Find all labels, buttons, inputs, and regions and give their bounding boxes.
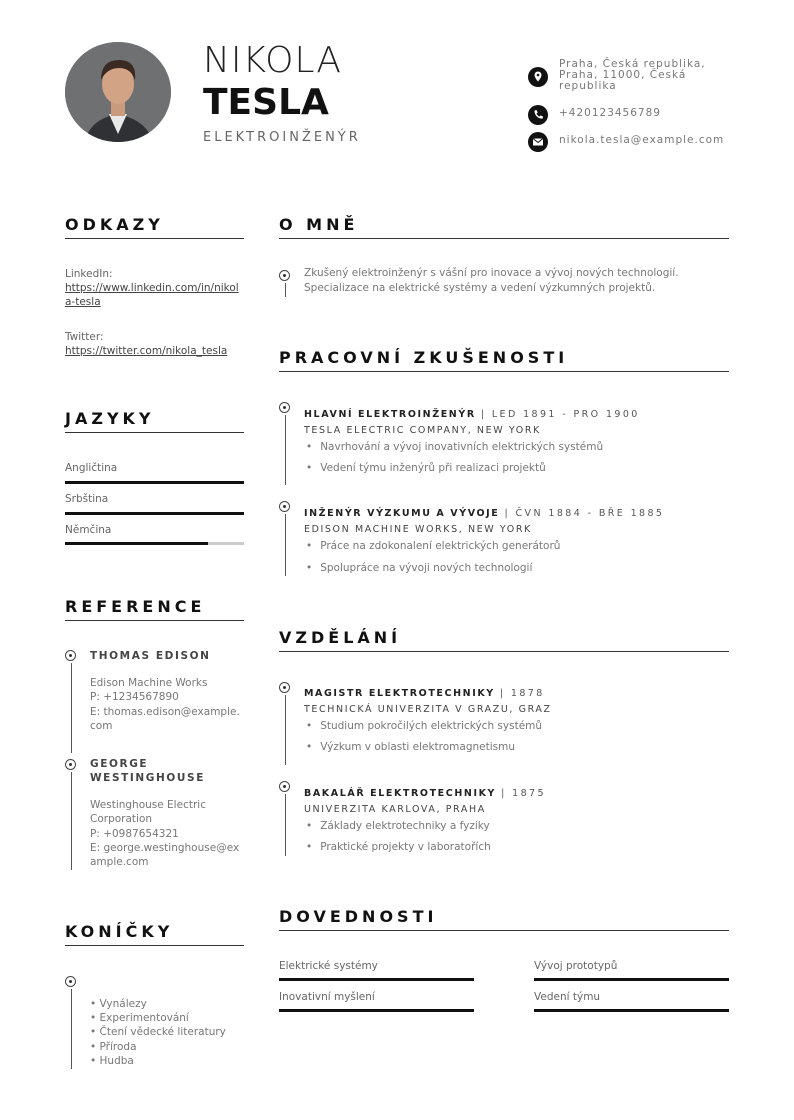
- education-bullet: • Základy elektrotechniky a fyziky: [306, 820, 490, 832]
- school-name: UNIVERZITA KARLOVA, PRAHA: [304, 804, 486, 815]
- about-text: Zkušený elektroinženýr s vášní pro inovace a vývoj nových technologií. Specializace na elektrické systémy a vedení výzkumných projektů.: [304, 267, 679, 294]
- timeline-line: [285, 695, 286, 765]
- job-date: | LED 1891 - PRO 1900: [480, 409, 640, 420]
- skill-name: Elektrické systémy: [279, 960, 378, 972]
- hobbies-heading: KONÍČKY: [65, 922, 174, 941]
- education-bullet: • Studium pokročilých elektrických systémů: [306, 720, 542, 732]
- job-company: EDISON MACHINE WORKS, NEW YORK: [304, 524, 532, 535]
- languages-heading: JAZYKY: [65, 409, 155, 428]
- reference-company: Westinghouse Electric Corporation: [90, 799, 206, 825]
- job-bullet: • Práce na zdokonalení elektrických generátorů: [306, 540, 560, 552]
- language-level-fill: [65, 512, 244, 515]
- language-level-fill: [65, 481, 244, 484]
- skill-name: Vedení týmu: [534, 991, 601, 1003]
- skill-level-fill: [534, 978, 729, 981]
- job-bullet: • Navrhování a vývoj inovativních elektrických systémů: [306, 441, 603, 453]
- references-divider: [65, 620, 244, 621]
- job-header: [304, 402, 640, 421]
- skills-heading: DOVEDNOSTI: [279, 907, 438, 926]
- linkedin-label: LinkedIn:: [65, 268, 113, 280]
- reference-email: E: thomas.edison@example.com: [90, 706, 240, 732]
- skill-level-bar: [534, 978, 729, 981]
- reference-name: THOMAS EDISON: [90, 650, 211, 662]
- profile-photo: [65, 42, 171, 142]
- job-company: TESLA ELECTRIC COMPANY, NEW YORK: [304, 425, 541, 436]
- timeline-dot-icon: [65, 650, 76, 661]
- skill-level-fill: [534, 1009, 729, 1012]
- job-date: | ČVN 1884 - BŘE 1885: [504, 508, 665, 519]
- language-level-bar: [65, 512, 244, 515]
- contact-email: nikola.tesla@example.com: [559, 134, 725, 146]
- timeline-dot-icon: [279, 781, 290, 792]
- reference-phone: P: +1234567890: [90, 691, 179, 703]
- degree-name: MAGISTR ELEKTROTECHNIKY: [304, 688, 495, 699]
- experience-heading: PRACOVNÍ ZKUŠENOSTI: [279, 348, 569, 367]
- skill-level-bar: [534, 1009, 729, 1012]
- timeline-dot-icon: [279, 682, 290, 693]
- timeline-line: [285, 514, 286, 576]
- education-divider: [279, 651, 729, 652]
- links-heading: ODKAZY: [65, 215, 164, 234]
- last-name: TESLA: [203, 82, 329, 123]
- education-header: [304, 681, 545, 700]
- timeline-line: [285, 415, 286, 485]
- location-icon: [528, 67, 548, 87]
- phone-icon: [528, 105, 548, 125]
- linkedin-link[interactable]: https://www.linkedin.com/in/nikola-tesla: [65, 282, 239, 308]
- timeline-line: [71, 989, 72, 1069]
- first-name: NIKOLA: [203, 40, 343, 81]
- hobby-item: • Experimentování: [90, 1011, 189, 1026]
- school-name: TECHNICKÁ UNIVERZITA V GRAZU, GRAZ: [304, 704, 552, 715]
- twitter-label: Twitter:: [65, 331, 104, 343]
- skill-level-fill: [279, 978, 474, 981]
- skill-name: Vývoj prototypů: [534, 960, 618, 972]
- timeline-line: [71, 772, 72, 870]
- job-title: ELEKTROINŽENÝR: [203, 130, 361, 145]
- education-header: [304, 781, 546, 800]
- about-heading: O MNĚ: [279, 215, 359, 234]
- education-heading: VZDĚLÁNÍ: [279, 628, 402, 647]
- contact-address: Praha, Česká republika, Praha, 11000, Česká republika: [559, 58, 706, 92]
- hobbies-divider: [65, 945, 244, 946]
- hobby-item: • Hudba: [90, 1054, 134, 1069]
- language-name: Angličtina: [65, 462, 118, 474]
- skill-level-bar: [279, 1009, 474, 1012]
- hobby-item: • Vynálezy: [90, 997, 147, 1012]
- language-name: Němčina: [65, 524, 112, 536]
- links-divider: [65, 238, 244, 239]
- reference-phone: P: +0987654321: [90, 828, 179, 840]
- job-role: HLAVNÍ ELEKTROINŽENÝR: [304, 409, 476, 420]
- skills-divider: [279, 930, 729, 931]
- contact-phone: +420123456789: [559, 107, 661, 119]
- language-level-bar: [65, 542, 244, 545]
- timeline-line: [71, 663, 72, 753]
- language-level-fill: [65, 542, 208, 545]
- timeline-dot-icon: [65, 759, 76, 770]
- skill-level-fill: [279, 1009, 474, 1012]
- language-level-bar: [65, 481, 244, 484]
- degree-date: | 1875: [501, 788, 546, 799]
- timeline-dot-icon: [65, 976, 76, 987]
- references-heading: REFERENCE: [65, 597, 206, 616]
- education-bullet: • Praktické projekty v laboratořích: [306, 841, 491, 853]
- timeline-line: [285, 283, 286, 297]
- skill-level-bar: [279, 978, 474, 981]
- education-bullet: • Výzkum v oblasti elektromagnetismu: [306, 741, 515, 753]
- job-role: INŽENÝR VÝZKUMU A VÝVOJE: [304, 508, 500, 519]
- experience-divider: [279, 371, 729, 372]
- job-bullet: • Spolupráce na vývoji nových technologií: [306, 562, 532, 574]
- language-name: Srbština: [65, 493, 109, 505]
- timeline-dot-icon: [279, 501, 290, 512]
- job-bullet: • Vedení týmu inženýrů při realizaci projektů: [306, 462, 546, 474]
- hobby-item: • Čtení vědecké literatury: [90, 1025, 226, 1040]
- reference-email: E: george.westinghouse@example.com: [90, 842, 240, 868]
- reference-name: GEORGE WESTINGHOUSE: [90, 758, 205, 784]
- languages-divider: [65, 432, 244, 433]
- timeline-line: [285, 794, 286, 856]
- about-divider: [279, 238, 729, 239]
- job-header: [304, 501, 664, 520]
- hobby-item: • Příroda: [90, 1040, 137, 1055]
- twitter-link[interactable]: https://twitter.com/nikola_tesla: [65, 345, 228, 357]
- timeline-dot-icon: [279, 402, 290, 413]
- degree-date: | 1878: [499, 688, 545, 699]
- degree-name: BAKALÁŘ ELEKTROTECHNIKY: [304, 788, 497, 799]
- mail-icon: [528, 132, 548, 152]
- timeline-dot-icon: [279, 270, 290, 281]
- reference-company: Edison Machine Works: [90, 677, 208, 689]
- skill-name: Inovativní myšlení: [279, 991, 375, 1003]
